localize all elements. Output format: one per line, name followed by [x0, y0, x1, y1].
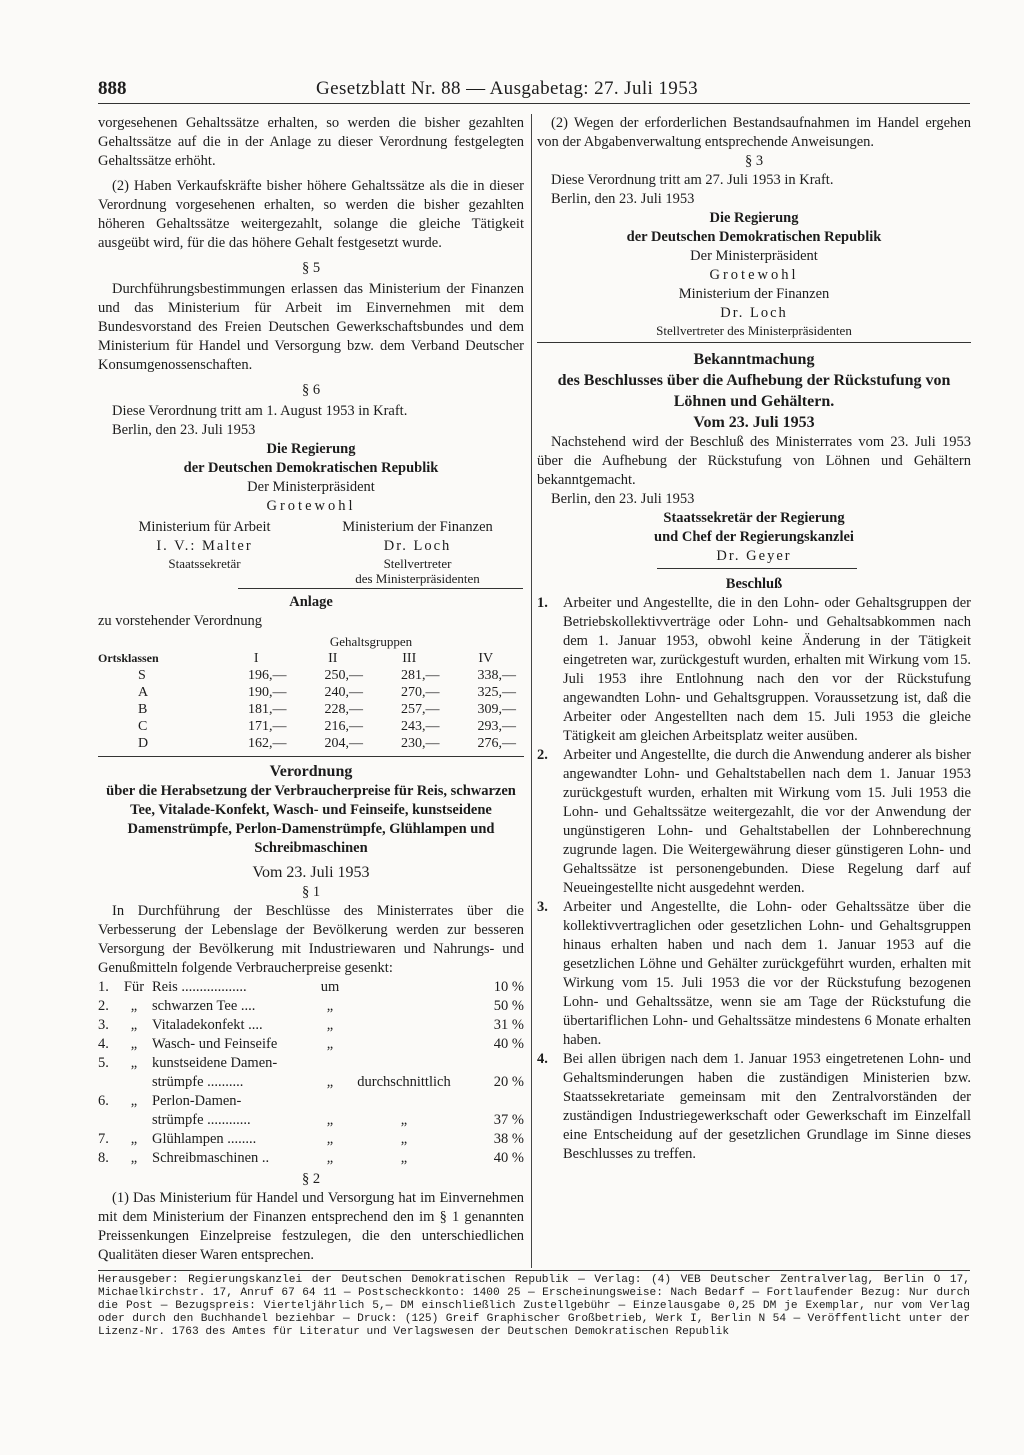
signature-name: Dr. Loch: [720, 305, 788, 321]
qualifier: „: [400, 1112, 408, 1128]
ordinance-title: Verordnung: [269, 763, 353, 780]
salary-cell: 338,—: [477, 668, 516, 683]
um-label: „: [326, 998, 334, 1014]
price-row: [98, 978, 524, 997]
qualifier: durchschnittlich: [357, 1074, 451, 1090]
signature-ministry: Ministerium der Finanzen: [678, 286, 830, 302]
item-name: Reis ..................: [152, 979, 247, 995]
section-heading: § 5: [301, 260, 321, 276]
price-row: [98, 1073, 524, 1092]
divider: [657, 568, 857, 569]
table-header: III: [402, 651, 417, 666]
percentage: 20 %: [493, 1074, 524, 1090]
um-label: [310, 1054, 350, 1073]
qualifier: „: [400, 1131, 408, 1147]
table-header: II: [328, 651, 338, 666]
item-text: Arbeiter und Angestellte, die durch die Anwendung anderer als bisher angewandter Lohn- und Gehaltstabellen nach dem 1. Januar 1953 zurückgestuft wurden, erhalten mit Wirkung vom 15. Juli 1953 die Lohn- und Gehaltssätze weitergezahlt, die vor der Anwendung der ungünstigeren Lohn- und Gehaltstabellen der Lohnberechnung zugrunde lagen. Die Weitergewährung dieser günstigeren Lohn- und Gehaltssätze ist personengebunden. Diese Regelung darf auf Neueingestellte nicht ausgedehnt werden.: [563, 747, 971, 896]
imprint-footer: Herausgeber: Regierungskanzlei der Deutschen Demokratischen Republik — Verlag: (4) VEB Deutscher Zentralverlag, Berlin O 17, Michaelkirchstr. 17, Anruf 67 64 11 — Postscheckkonto: 1400 25 — Erscheinungsweise: Nach Bedarf — Fortlaufender Bezug: Nur durch die Post — Bezugspreis: Vierteljährlich 5,— DM einschließlich Zustellgebühr — Einzelausgabe 0,25 DM je Exemplar, nur vom Verlag oder durch den Buchhandel beziehbar — Druck: (125) Greif Graphischer Großbetrieb, Werk I, Berlin N 54 — Veröffentlicht unter der Lizenz-Nr. 1763 des Amtes für Literatur und Verlagswesen der Deutschen Demokratischen Republik: [98, 1270, 970, 1339]
item-number: 8.: [98, 1150, 109, 1166]
signature-title: Der Ministerpräsident: [690, 248, 818, 264]
gazette-title: Gesetzblatt Nr. 88 — Ausgabetag: 27. Juli 1953: [316, 78, 698, 99]
salary-cell: 250,—: [324, 668, 363, 683]
salary-cell: 190,—: [248, 685, 287, 700]
list-item: [537, 898, 971, 1050]
section-heading: § 1: [301, 884, 321, 900]
percentage: 40 %: [493, 1036, 524, 1052]
divider: [238, 588, 523, 589]
item-name: strümpfe ............: [152, 1112, 251, 1128]
percentage: 40 %: [493, 1150, 524, 1166]
item-name: kunstseidene Damen-: [152, 1055, 278, 1071]
ortsklasse-cell: C: [138, 719, 148, 734]
paragraph: Diese Verordnung tritt am 1. August 1953 in Kraft.: [112, 403, 408, 419]
paragraph: Nachstehend wird der Beschluß des Ministerrates vom 23. Juli 1953 über die Aufhebung der Rückstufung von Löhnen und Gehältern bekanntgemacht.: [537, 434, 971, 488]
salary-cell: 181,—: [248, 702, 287, 717]
signature-right: [311, 518, 524, 586]
signature-title: Der Ministerpräsident: [247, 479, 375, 495]
item-name: strümpfe ..........: [152, 1074, 244, 1090]
item-text: Arbeiter und Angestellte, die Lohn- oder Gehaltssätze über die kollektivvertraglichen oder gesetzlichen Lohn- und Gehaltsgruppen hinaus erhalten haben und nach dem 1. Januar 1953 auf die gesetzlichen Löhne und Gehälter zurückgeführt wurden, erhalten mit Wirkung vom 15. Juli 1953 die vor der Rückstufung bezogenen Lohn- und Gehaltssätze, wenn sie am Tage der Rückstufung die übertariflichen Lohn- und Gehaltssätze mindestens 6 Monate erhalten haben.: [563, 899, 971, 1048]
item-number: [98, 1111, 116, 1130]
list-item: [537, 594, 971, 746]
item-text: Arbeiter und Angestellte, die in den Lohn- oder Gehaltsgruppen der Betriebskollektivverträge oder Lohn- und Gehaltsabkommen nach dem 1. Januar 1953, obwohl keine Änderung in der Tätigkeit eingetreten war, zurückgestuft wurden, erhalten mit Wirkung vom 15. Juli 1953 ihre Entlohnung nach den vor der Rückstufung angewandten Lohn- und Gehaltsgruppen. Voraussetzung ist, daß die Arbeiter oder Angestellten nach dem 15. Juli 1953 die gleiche Tätigkeit am gleichen Arbeitsplatz weiter ausüben.: [563, 595, 971, 744]
left-column: [98, 114, 524, 1265]
table-row: [98, 667, 524, 684]
page-header: [98, 78, 970, 106]
price-list: [98, 978, 524, 1168]
paragraph: (2) Wegen der erforderlichen Bestandsaufnahmen im Handel ergehen von der Abgabenverwaltung entsprechende Anweisungen.: [537, 115, 971, 150]
signature-name: Grotewohl: [709, 267, 799, 283]
ditto-mark: „: [130, 1150, 138, 1166]
divider: [98, 756, 524, 757]
paragraph: (2) Haben Verkaufskräfte bisher höhere Gehaltssätze als die in dieser Verordnung vorgesehenen erhalten, so werden die bisher gezahlten höheren Gehaltssätze weitergezahlt, solange die gleiche Tätigkeit ausgeübt wird, für die das höhere Gehalt festgesetzt wurde.: [98, 178, 524, 251]
column-divider: [531, 114, 532, 1268]
item-number: [98, 1073, 116, 1092]
price-row: [98, 1016, 524, 1035]
ditto-mark: „: [130, 1055, 138, 1071]
salary-cell: 216,—: [324, 719, 363, 734]
signature-title: Staatssekretär: [168, 556, 241, 571]
ortsklasse-cell: D: [138, 736, 149, 751]
ditto-mark: „: [130, 1036, 138, 1052]
percentage: 37 %: [493, 1112, 524, 1128]
item-number: 5.: [98, 1055, 109, 1071]
ordinance-subtitle: über die Herabsetzung der Verbraucherpreise für Reis, schwarzen Tee, Vitalade-Konfekt, Wasch- und Feinseife, kunstseidene Damenstrümpfe, Perlon-Damenstrümpfe, Glühlampen und Schreibmaschinen: [106, 783, 516, 856]
item-name: Wasch- und Feinseife: [152, 1036, 278, 1052]
date-line: Berlin, den 23. Juli 1953: [112, 422, 256, 438]
um-label: [310, 1092, 350, 1111]
salary-cell: 228,—: [324, 702, 363, 717]
signature-ministry: Ministerium für Arbeit: [138, 519, 271, 535]
percentage: [458, 1092, 524, 1111]
notice-subtitle: des Beschlusses über die Aufhebung der Rückstufung von Löhnen und Gehältern.: [557, 372, 951, 410]
ditto-mark: [116, 1111, 152, 1130]
item-number: 2.: [537, 747, 548, 763]
signature-title: Stellvertreter des Ministerpräsidenten: [656, 323, 852, 338]
price-row: [98, 1130, 524, 1149]
signature-authority: der Deutschen Demokratischen Republik: [626, 229, 882, 245]
date-line: Berlin, den 23. Juli 1953: [551, 491, 695, 507]
resolution-list: [537, 594, 971, 1164]
salary-cell: 281,—: [401, 668, 440, 683]
salary-cell: 240,—: [324, 685, 363, 700]
signature-name: I. V.: Malter: [156, 538, 253, 554]
ortsklasse-cell: S: [138, 668, 146, 683]
um-label: „: [326, 1112, 334, 1128]
table-header: Ortsklassen: [98, 651, 159, 665]
ditto-mark: [116, 1073, 152, 1092]
paragraph: Durchführungsbestimmungen erlassen das Ministerium der Finanzen und das Ministerium für Arbeit im Einvernehmen mit dem Bundesvorstand des Freien Deutschen Gewerkschaftsbundes und dem Ministerium für Handel und Versorgung bzw. dem Verband Deutscher Konsumgenossenschaften.: [98, 281, 524, 373]
ortsklasse-cell: A: [138, 685, 149, 700]
signature-left: [98, 518, 311, 586]
um-label: um: [320, 979, 340, 995]
salary-cell: 230,—: [401, 736, 440, 751]
section-heading: § 2: [301, 1171, 321, 1187]
list-item: [537, 1050, 971, 1164]
item-name: schwarzen Tee ....: [152, 998, 256, 1014]
price-row: [98, 1111, 524, 1130]
um-label: „: [326, 1150, 334, 1166]
price-row: [98, 1035, 524, 1054]
table-row: [98, 735, 524, 752]
item-number: 3.: [98, 1017, 109, 1033]
salary-cell: 171,—: [248, 719, 287, 734]
table-header: I: [253, 651, 259, 666]
qualifier: [350, 978, 458, 997]
ditto-mark: „: [130, 998, 138, 1014]
salary-cell: 243,—: [401, 719, 440, 734]
anlage-heading: Anlage: [289, 594, 333, 610]
header-rule: [98, 103, 970, 104]
item-number: 6.: [98, 1093, 109, 1109]
salary-cell: 162,—: [248, 736, 287, 751]
salary-cell: 196,—: [248, 668, 287, 683]
item-text: Bei allen übrigen nach dem 1. Januar 1953 eingetretenen Lohn- und Gehaltsminderungen haben die zuständigen Ministerien bzw. Staatssekretariate gemeinsam mit den Zentralvorständen der zuständigen Industriegewerkschaft oder Gewerkschaft im Einzelfall eine Entscheidung auf der gesetzlichen Grundlage im Sinne dieses Beschlusses zu treffen.: [563, 1051, 971, 1162]
signature-authority: der Deutschen Demokratischen Republik: [183, 460, 439, 476]
signature-title: Stellvertreter: [383, 556, 452, 571]
section-heading: § 3: [744, 153, 764, 169]
signature-title: und Chef der Regierungskanzlei: [654, 529, 854, 545]
ditto-mark: „: [130, 1017, 138, 1033]
ortsklasse-cell: B: [138, 702, 148, 717]
salary-cell: 257,—: [401, 702, 440, 717]
salary-cell: 276,—: [477, 736, 516, 751]
qualifier: [350, 997, 458, 1016]
notice-title: Bekanntmachung: [693, 351, 815, 368]
percentage: 10 %: [493, 979, 524, 995]
divider: [537, 342, 971, 343]
page-number: 888: [98, 78, 127, 99]
paragraph: In Durchführung der Beschlüsse des Ministerrates über die Verbesserung der Lebenslage der Bevölkerung werden zur besseren Versorgung der Bevölkerung mit Industriewaren und Nahrungs- und Genußmitteln folgende Verbraucherpreise gesenkt:: [98, 903, 524, 976]
signature-authority: Die Regierung: [266, 441, 356, 457]
salary-cell: 293,—: [477, 719, 516, 734]
qualifier: [350, 1092, 458, 1111]
qualifier: „: [400, 1150, 408, 1166]
ditto-mark: „: [130, 1093, 138, 1109]
item-number: 7.: [98, 1131, 109, 1147]
ditto-mark: „: [130, 1131, 138, 1147]
percentage: 31 %: [493, 1017, 524, 1033]
anlage-subtitle: zu vorstehender Verordnung: [98, 613, 263, 629]
salary-cell: 309,—: [477, 702, 516, 717]
notice-date: Vom 23. Juli 1953: [693, 414, 815, 431]
um-label: „: [326, 1074, 334, 1090]
right-column: [537, 114, 971, 1164]
table-row: [98, 684, 524, 701]
resolution-heading: Beschluß: [725, 576, 783, 592]
item-name: Perlon-Damen-: [152, 1093, 242, 1109]
price-row: [98, 1092, 524, 1111]
um-label: „: [326, 1131, 334, 1147]
salary-cell: 325,—: [477, 685, 516, 700]
paragraph: Diese Verordnung tritt am 27. Juli 1953 in Kraft.: [551, 172, 834, 188]
table-header: IV: [478, 651, 494, 666]
salary-table: [98, 633, 524, 752]
signature-name: Dr. Geyer: [716, 548, 792, 564]
signature-block: [98, 518, 524, 586]
item-number: 2.: [98, 998, 109, 1014]
paragraph: (1) Das Ministerium für Handel und Versorgung hat im Einvernehmen mit dem Ministerium der Finanzen entsprechend den im § 1 genannten Preissenkungen Einzelpreise festzulegen, die den unterschiedlichen Qualitäten dieser Waren entsprechen.: [98, 1190, 524, 1263]
item-number: 3.: [537, 899, 548, 915]
percentage: 50 %: [493, 998, 524, 1014]
ordinance-date: Vom 23. Juli 1953: [252, 864, 370, 881]
salary-cell: 204,—: [324, 736, 363, 751]
signature-ministry: Ministerium der Finanzen: [342, 519, 493, 535]
signature-title: des Ministerpräsidenten: [355, 571, 480, 586]
list-item: [537, 746, 971, 898]
item-number: 1.: [537, 595, 548, 611]
qualifier: [350, 1054, 458, 1073]
um-label: „: [326, 1036, 334, 1052]
item-number: 4.: [537, 1051, 548, 1067]
price-row: [98, 1054, 524, 1073]
item-name: Schreibmaschinen ..: [152, 1150, 270, 1166]
signature-title: Staatssekretär der Regierung: [663, 510, 845, 526]
table-row: [98, 718, 524, 735]
signature-name: Dr. Loch: [383, 538, 452, 554]
price-row: [98, 997, 524, 1016]
signature-name: Grotewohl: [266, 498, 356, 514]
item-number: 1.: [98, 979, 109, 995]
qualifier: [350, 1016, 458, 1035]
ditto-mark: Für: [123, 979, 145, 995]
qualifier: [350, 1035, 458, 1054]
price-row: [98, 1149, 524, 1168]
percentage: [458, 1054, 524, 1073]
percentage: 38 %: [493, 1131, 524, 1147]
date-line: Berlin, den 23. Juli 1953: [551, 191, 695, 207]
item-number: 4.: [98, 1036, 109, 1052]
table-group-header: Gehaltsgruppen: [329, 634, 413, 649]
item-name: Vitaladekonfekt ....: [152, 1017, 263, 1033]
paragraph: vorgesehenen Gehaltssätze erhalten, so werden die bisher gezahlten Gehaltssätze auf die in der Anlage zu dieser Verordnung festgelegten Gehaltssätze erhöht.: [98, 115, 524, 169]
um-label: „: [326, 1017, 334, 1033]
table-row: [98, 701, 524, 718]
section-heading: § 6: [301, 382, 321, 398]
item-name: Glühlampen ........: [152, 1131, 257, 1147]
salary-cell: 270,—: [401, 685, 440, 700]
signature-authority: Die Regierung: [709, 210, 799, 226]
